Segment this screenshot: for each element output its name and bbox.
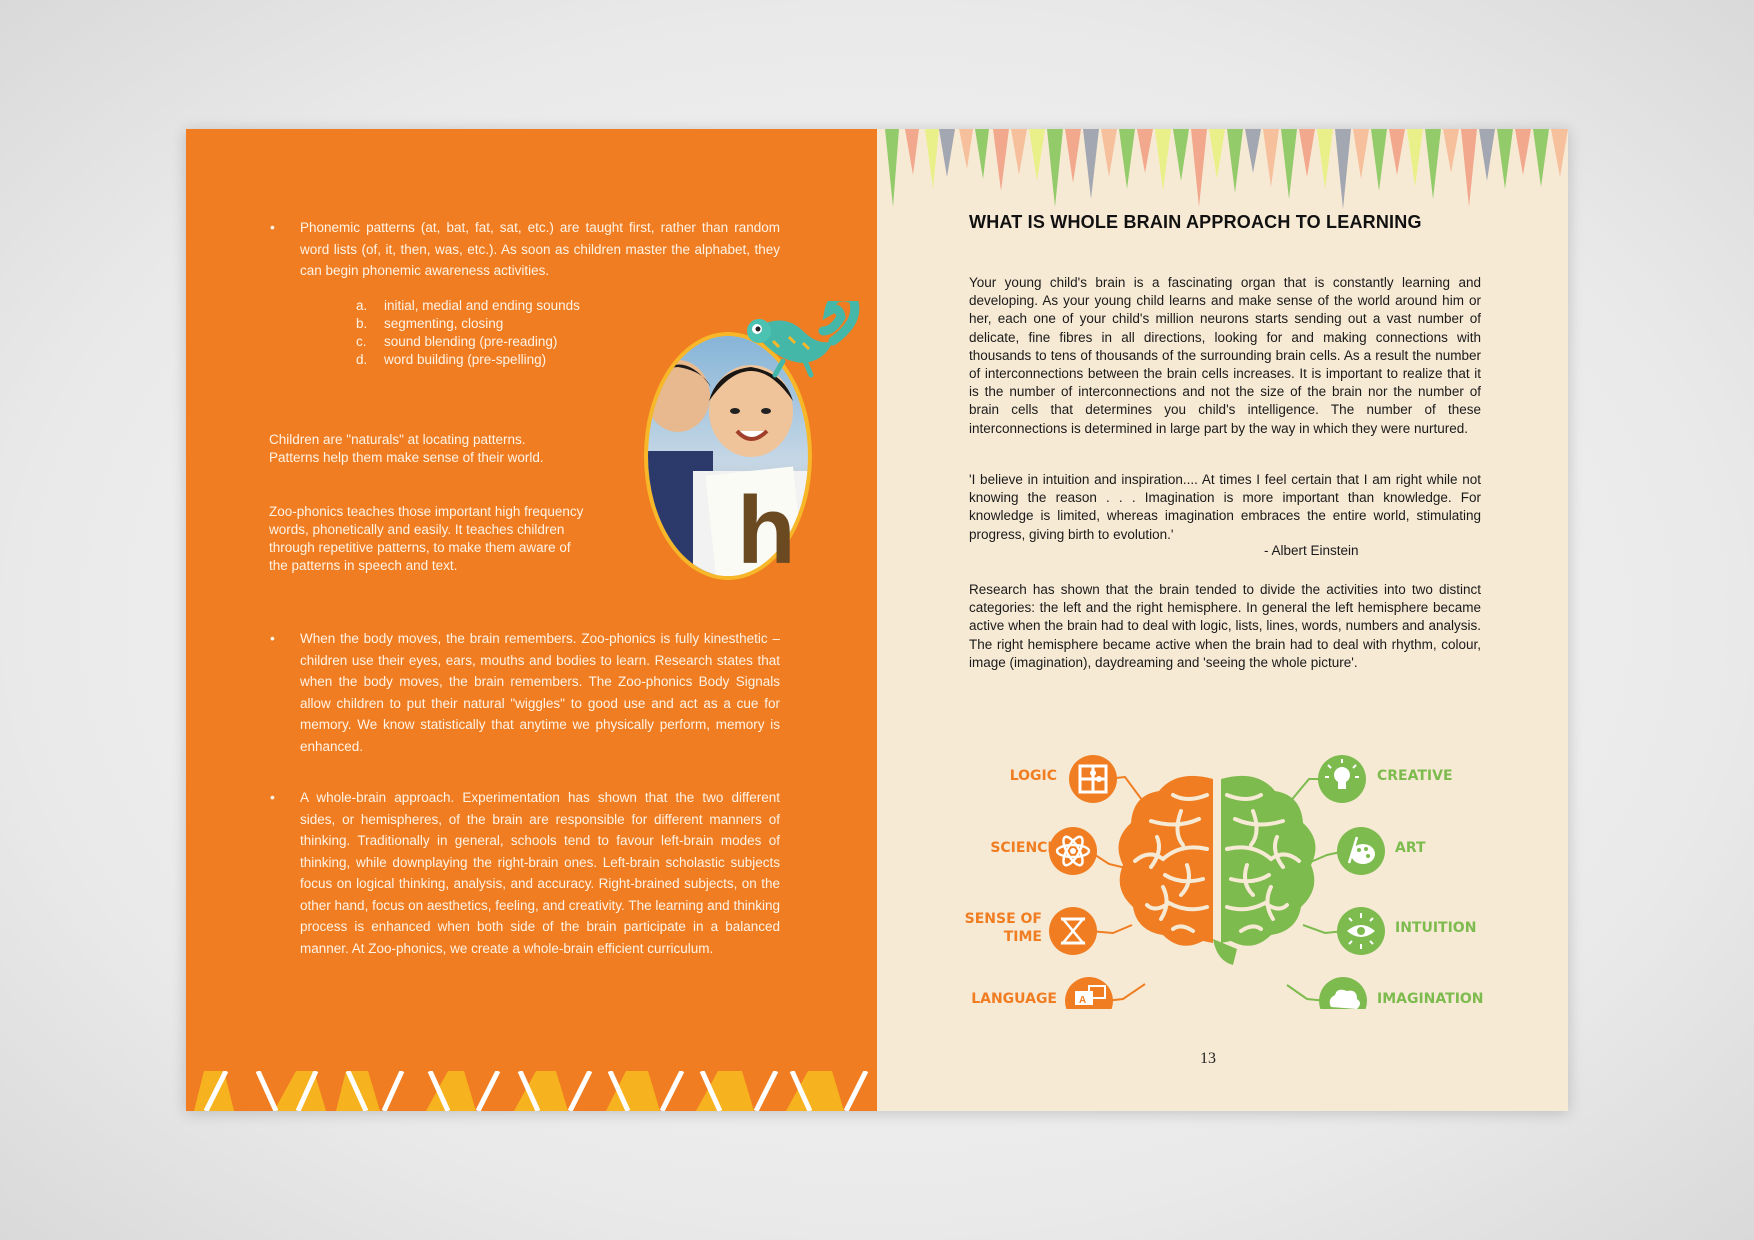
bullet-kinesthetic: [270, 628, 780, 757]
bullet-phonemic-text: Phonemic patterns (at, bat, fat, sat, etc.) are taught first, rather than random word lists (of, it, then, was, etc.). As soon as children master the alphabet, they can begin phonemic awareness activities.: [300, 220, 780, 278]
label-intuition: INTUITION: [1395, 920, 1477, 936]
bullet-dot: •: [270, 789, 275, 805]
bullet-whole-brain-text: A whole-brain approach. Experimentation has shown that the two different sides, or hemispheres, of the brain are responsible for different manners of thinking. Traditionally in general, schools tend to favour left-brain modes of thinking, while downplaying the right-brain ones. Left-brain scholastic subjects focus on logical thinking, analysis, and accuracy. Right-brained subjects, on the other hand, focus on aesthetics, feeling, and creativity. The learning and thinking process is enhanced when both side of the brain participate in a balanced manner. At Zoo-phonics, we create a whole-brain efficient curriculum.: [300, 790, 780, 956]
language-speech-icon: [1065, 977, 1113, 1009]
logic-puzzle-icon: [1069, 755, 1117, 803]
label-creative: CREATIVE: [1377, 768, 1453, 784]
letter-card: h: [737, 477, 796, 584]
left-page: [186, 129, 877, 1111]
brain-left-hemisphere: [1119, 776, 1214, 946]
book-spread: [186, 129, 1568, 1111]
sublist-item: d. word building (pre-spelling): [356, 352, 547, 367]
bullet-whole-brain: [270, 787, 780, 959]
label-art: ART: [1395, 840, 1426, 856]
sublist-item: c. sound blending (pre-reading): [356, 334, 558, 349]
label-language: LANGUAGE: [971, 991, 1057, 1007]
label-sense-of: SENSE OF: [964, 911, 1042, 927]
right-page: [877, 129, 1568, 1111]
label-logic: LOGIC: [1009, 768, 1057, 784]
label-imagination: IMAGINATION: [1377, 991, 1484, 1007]
hemisphere-paragraph: Research has shown that the brain tended to divide the activities into two distinct categories: the left and the right hemisphere. In general the left hemisphere became active when the brain had to deal with logic, lists, lines, words, numbers and analysis. The right hemisphere became active when the brain had to deal with rhythm, colour, image (imagination), daydreaming and 'seeing the whole picture'.: [969, 582, 1481, 670]
zigzag-border: [186, 1071, 877, 1111]
page-number: 13: [1200, 1050, 1216, 1067]
brain-right-hemisphere: [1213, 776, 1316, 965]
quote-author: - Albert Einstein: [1264, 543, 1359, 558]
bullet-kinesthetic-text: When the body moves, the brain remembers. Zoo-phonics is fully kinesthetic – children use their eyes, ears, mouths and bodies to learn. Research states that when the body moves, the brain remembers. The Zoo-phonics Body Signals allow children to put their natural "wiggles" to good use and act as a cue for memory. We know statistically that anytime we physically perform, memory is enhanced.: [300, 631, 780, 754]
zoo-phonics-paragraph: Zoo-phonics teaches those important high frequency words, phonetically and easily. It teaches children through repetitive patterns, to make them aware of the patterns in speech and text.: [269, 504, 584, 573]
sublist-item: a. initial, medial and ending sounds: [356, 298, 580, 313]
bullet-dot: •: [270, 630, 275, 646]
bullet-phonemic: [270, 217, 780, 282]
page-title: WHAT IS WHOLE BRAIN APPROACH TO LEARNING: [969, 212, 1422, 232]
imagination-cloud-icon: [1319, 977, 1367, 1009]
naturals-paragraph: Children are "naturals" at locating patterns. Patterns help them make sense of their world.: [269, 432, 544, 465]
sublist-item: b. segmenting, closing: [356, 316, 504, 331]
bullet-dot: •: [270, 219, 275, 235]
decorative-fringe: [877, 129, 1568, 219]
lightbulb-icon: [1318, 755, 1366, 803]
children-photo: [633, 301, 865, 601]
label-time: TIME: [1003, 929, 1042, 945]
phonemic-sublist: [356, 297, 580, 369]
einstein-quote: 'I believe in intuition and inspiration.... At times I feel certain that I am right while not knowing the reason . . . Imagination is more important than knowledge. For knowledge is limited, whereas imagination embraces the entire world, stimulating progress, giving birth to evolution.': [969, 472, 1481, 542]
label-science: SCIENCE: [990, 840, 1057, 856]
svg-text:A: A: [1079, 995, 1087, 1006]
hourglass-icon: [1049, 907, 1097, 955]
intuition-eye-icon: [1337, 907, 1385, 955]
brain-intro-paragraph: Your young child's brain is a fascinating organ that is constantly learning and developing. As your young child learns and make sense of the world around him or her, each one of your child's million neurons starts sending out a vast number of delicate, fine fibres in all directions, looking for and making connections with thousands to tens of thousands of the surrounding brain cells. As a result the number of interconnections between the brain cells increases. It is important to realize that it is the number of interconnections and not the size of the brain nor the number of brain cells that determines you child's intelligence. The number of these interconnections is determined in large part by the way in which they were nurtured.: [969, 275, 1481, 436]
art-palette-icon: [1337, 827, 1385, 875]
